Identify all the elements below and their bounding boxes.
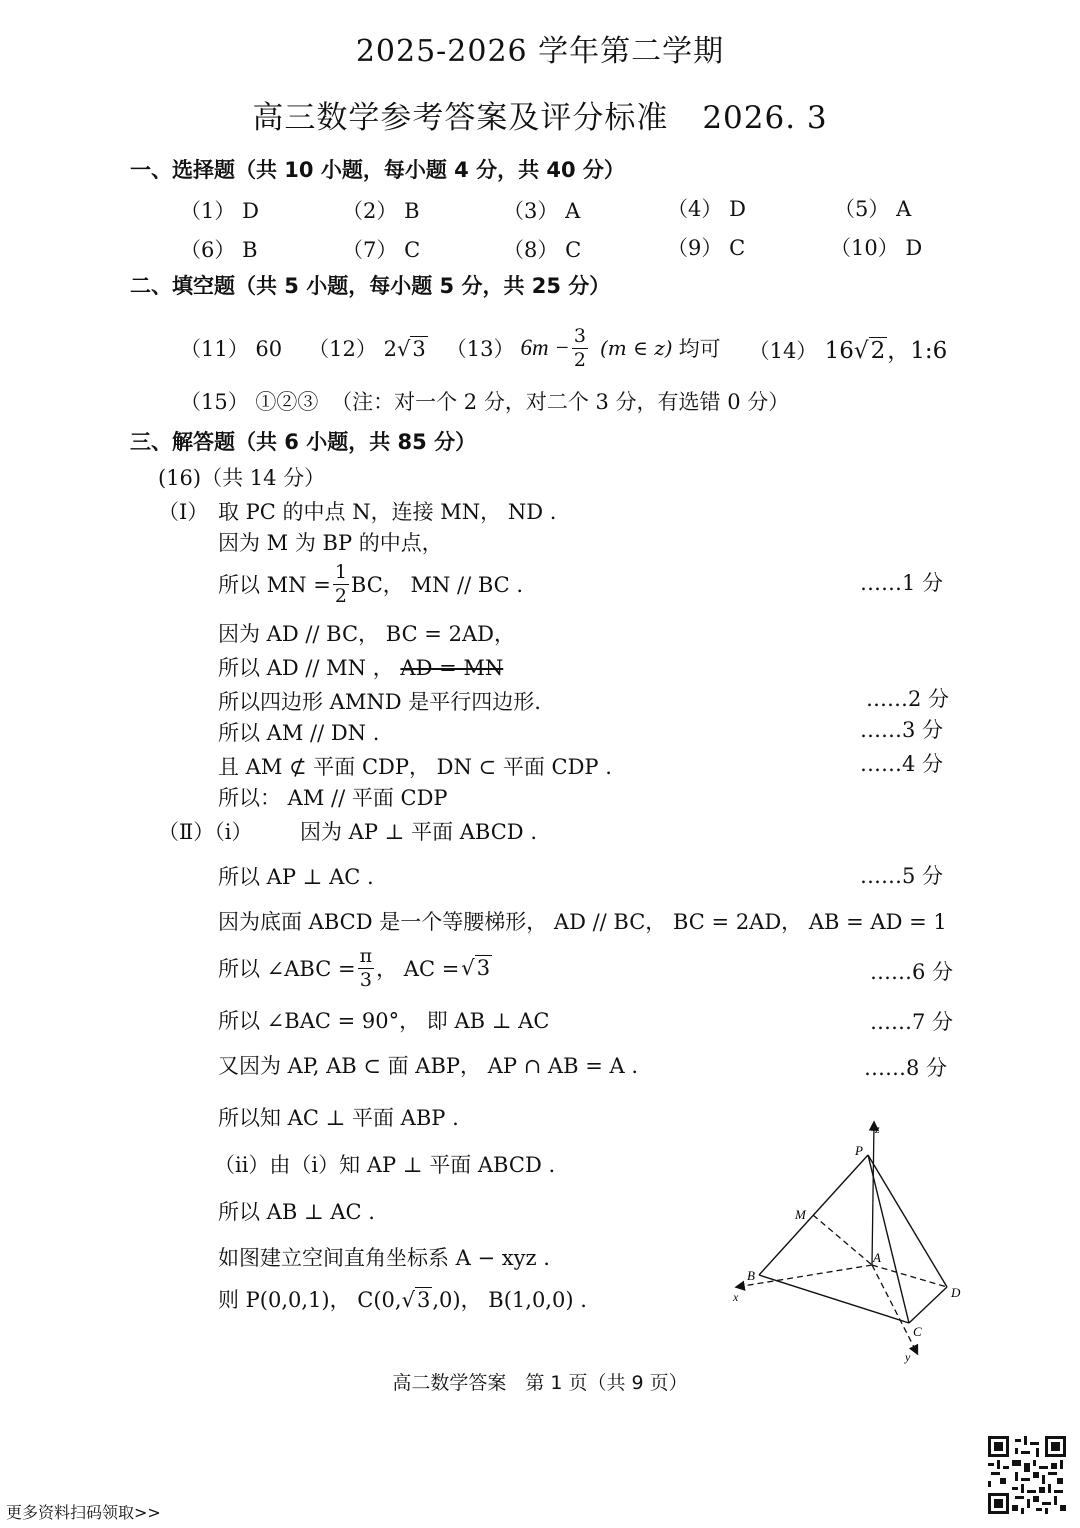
label-D: D	[951, 1285, 961, 1300]
label-A: A	[873, 1250, 881, 1265]
part2-label: （Ⅱ）（ⅰ）	[158, 820, 253, 844]
solution-line: 因为 AD // BC， BC = 2AD，	[218, 622, 515, 646]
score-mark: ……3 分	[860, 718, 944, 742]
z-axis	[872, 1123, 874, 1265]
label-B: B	[747, 1268, 755, 1283]
choice-answer: （10） D	[830, 236, 923, 260]
doc-date: 2026. 3	[702, 100, 828, 136]
doc-title-term: 2025-2026 学年第二学期	[355, 34, 725, 69]
score-mark: ……5 分	[860, 864, 944, 888]
struck-text: AD = MN	[400, 656, 504, 680]
solution-line: 所以 AD // MN ， AD = MN	[218, 656, 504, 680]
doc-title-main	[0, 92, 1080, 137]
solution-line: 所以四边形 AMND 是平行四边形.	[218, 690, 541, 714]
solution-line: 且 AM ⊄ 平面 CDP， DN ⊂ 平面 CDP .	[218, 755, 612, 779]
solution-line: 所以 AP ⊥ AC .	[218, 865, 374, 889]
solution-line: 取 PC 的中点 N，连接 MN， ND .	[218, 500, 557, 524]
choice-answer: （4） D	[667, 197, 746, 221]
choice-answer: （6） B	[180, 238, 258, 262]
score-mark: ……2 分	[866, 687, 950, 711]
score-mark: ……1 分	[860, 571, 944, 595]
solution-line: 又因为 AP, AB ⊂ 面 ABP， AP ∩ AB = A .	[218, 1054, 638, 1078]
solution-line: 所以 ∠ABC = $\frac{\pi}{3}$ ， AC = √3	[218, 944, 491, 991]
section-fill-heading: 二、填空题（共 5 小题，每小题 5 分，共 25 分）	[130, 274, 611, 298]
solution-line: 所以： AM // 平面 CDP	[218, 786, 448, 810]
label-C: C	[913, 1324, 922, 1339]
solution-line: （ⅱ）由（ⅰ）知 AP ⊥ 平面 ABCD .	[214, 1153, 556, 1177]
fill-q14: （14） 16√2，1:6	[748, 337, 948, 364]
page-footer: 高二数学答案 第 1 页（共 9 页）	[392, 1372, 688, 1394]
score-mark: ……4 分	[860, 752, 944, 776]
label-z: z	[875, 1122, 880, 1136]
choice-answer: （2） B	[342, 199, 420, 223]
q16-header: (16)（共 14 分）	[158, 466, 326, 490]
qr-code-icon[interactable]	[988, 1436, 1066, 1514]
solution-line: 如图建立空间直角坐标系 A − xyz .	[218, 1246, 550, 1270]
x-axis	[737, 1265, 872, 1287]
edge-PC	[868, 1155, 909, 1323]
fill-q12: （12） 2√3	[308, 337, 426, 361]
label-M: M	[795, 1207, 806, 1222]
more-resources-link[interactable]: 更多资料扫码领取>>	[6, 1503, 161, 1522]
choice-answer: （8） C	[503, 238, 582, 262]
section-choice-heading: 一、选择题（共 10 小题，每小题 4 分，共 40 分）	[130, 158, 625, 182]
score-mark: ……6 分	[870, 960, 954, 984]
edge-BC	[759, 1275, 909, 1323]
choice-answer: （3） A	[503, 199, 581, 223]
label-x: x	[733, 1290, 739, 1304]
doc-title-text: 高三数学参考答案及评分标准	[252, 100, 669, 136]
solution-line: 因为 AP ⊥ 平面 ABCD .	[300, 820, 537, 844]
solution-line: 则 P(0,0,1)， C(0,√3,0)， B(1,0,0) .	[218, 1288, 587, 1312]
score-mark: ……7 分	[870, 1010, 954, 1034]
edge-MA	[813, 1215, 872, 1265]
solution-line: 所以 MN = $\frac{1}{2}$ BC， MN // BC .	[218, 560, 524, 607]
fill-answers-row1	[180, 316, 947, 380]
solution-line: 所以 ∠BAC = 90°， 即 AB ⊥ AC	[218, 1009, 550, 1033]
label-P: P	[855, 1143, 863, 1158]
fill-q11: （11） 60	[180, 337, 283, 361]
solution-line: 所以知 AC ⊥ 平面 ABP .	[218, 1106, 459, 1130]
fill-q13: （13） 6m − $\frac{3}{2}$ (m ∈ z) 均可	[445, 324, 721, 371]
choice-answer: （1） D	[180, 199, 259, 223]
solution-line: 所以 AB ⊥ AC .	[218, 1200, 375, 1224]
label-y: y	[905, 1350, 911, 1364]
y-axis	[872, 1265, 917, 1353]
edge-CD	[909, 1287, 947, 1323]
pyramid-figure	[725, 1115, 970, 1365]
fill-q15: （15） ①②③ （注：对一个 2 分，对二个 3 分，有选错 0 分）	[180, 390, 790, 414]
choice-answer: （5） A	[834, 197, 912, 221]
choice-answer: （9） C	[667, 236, 746, 260]
section-solution-heading: 三、解答题（共 6 小题，共 85 分）	[130, 430, 477, 454]
score-mark: ……8 分	[864, 1056, 948, 1080]
edge-PD	[868, 1155, 947, 1287]
solution-line: 因为 M 为 BP 的中点，	[218, 531, 443, 555]
solution-line: 因为底面 ABCD 是一个等腰梯形， AD // BC， BC = 2AD， AB = AD = 1	[218, 910, 947, 934]
choice-answer: （7） C	[342, 238, 421, 262]
part1-label: （Ⅰ）	[158, 500, 209, 524]
solution-line: 所以 AM // DN .	[218, 721, 380, 745]
